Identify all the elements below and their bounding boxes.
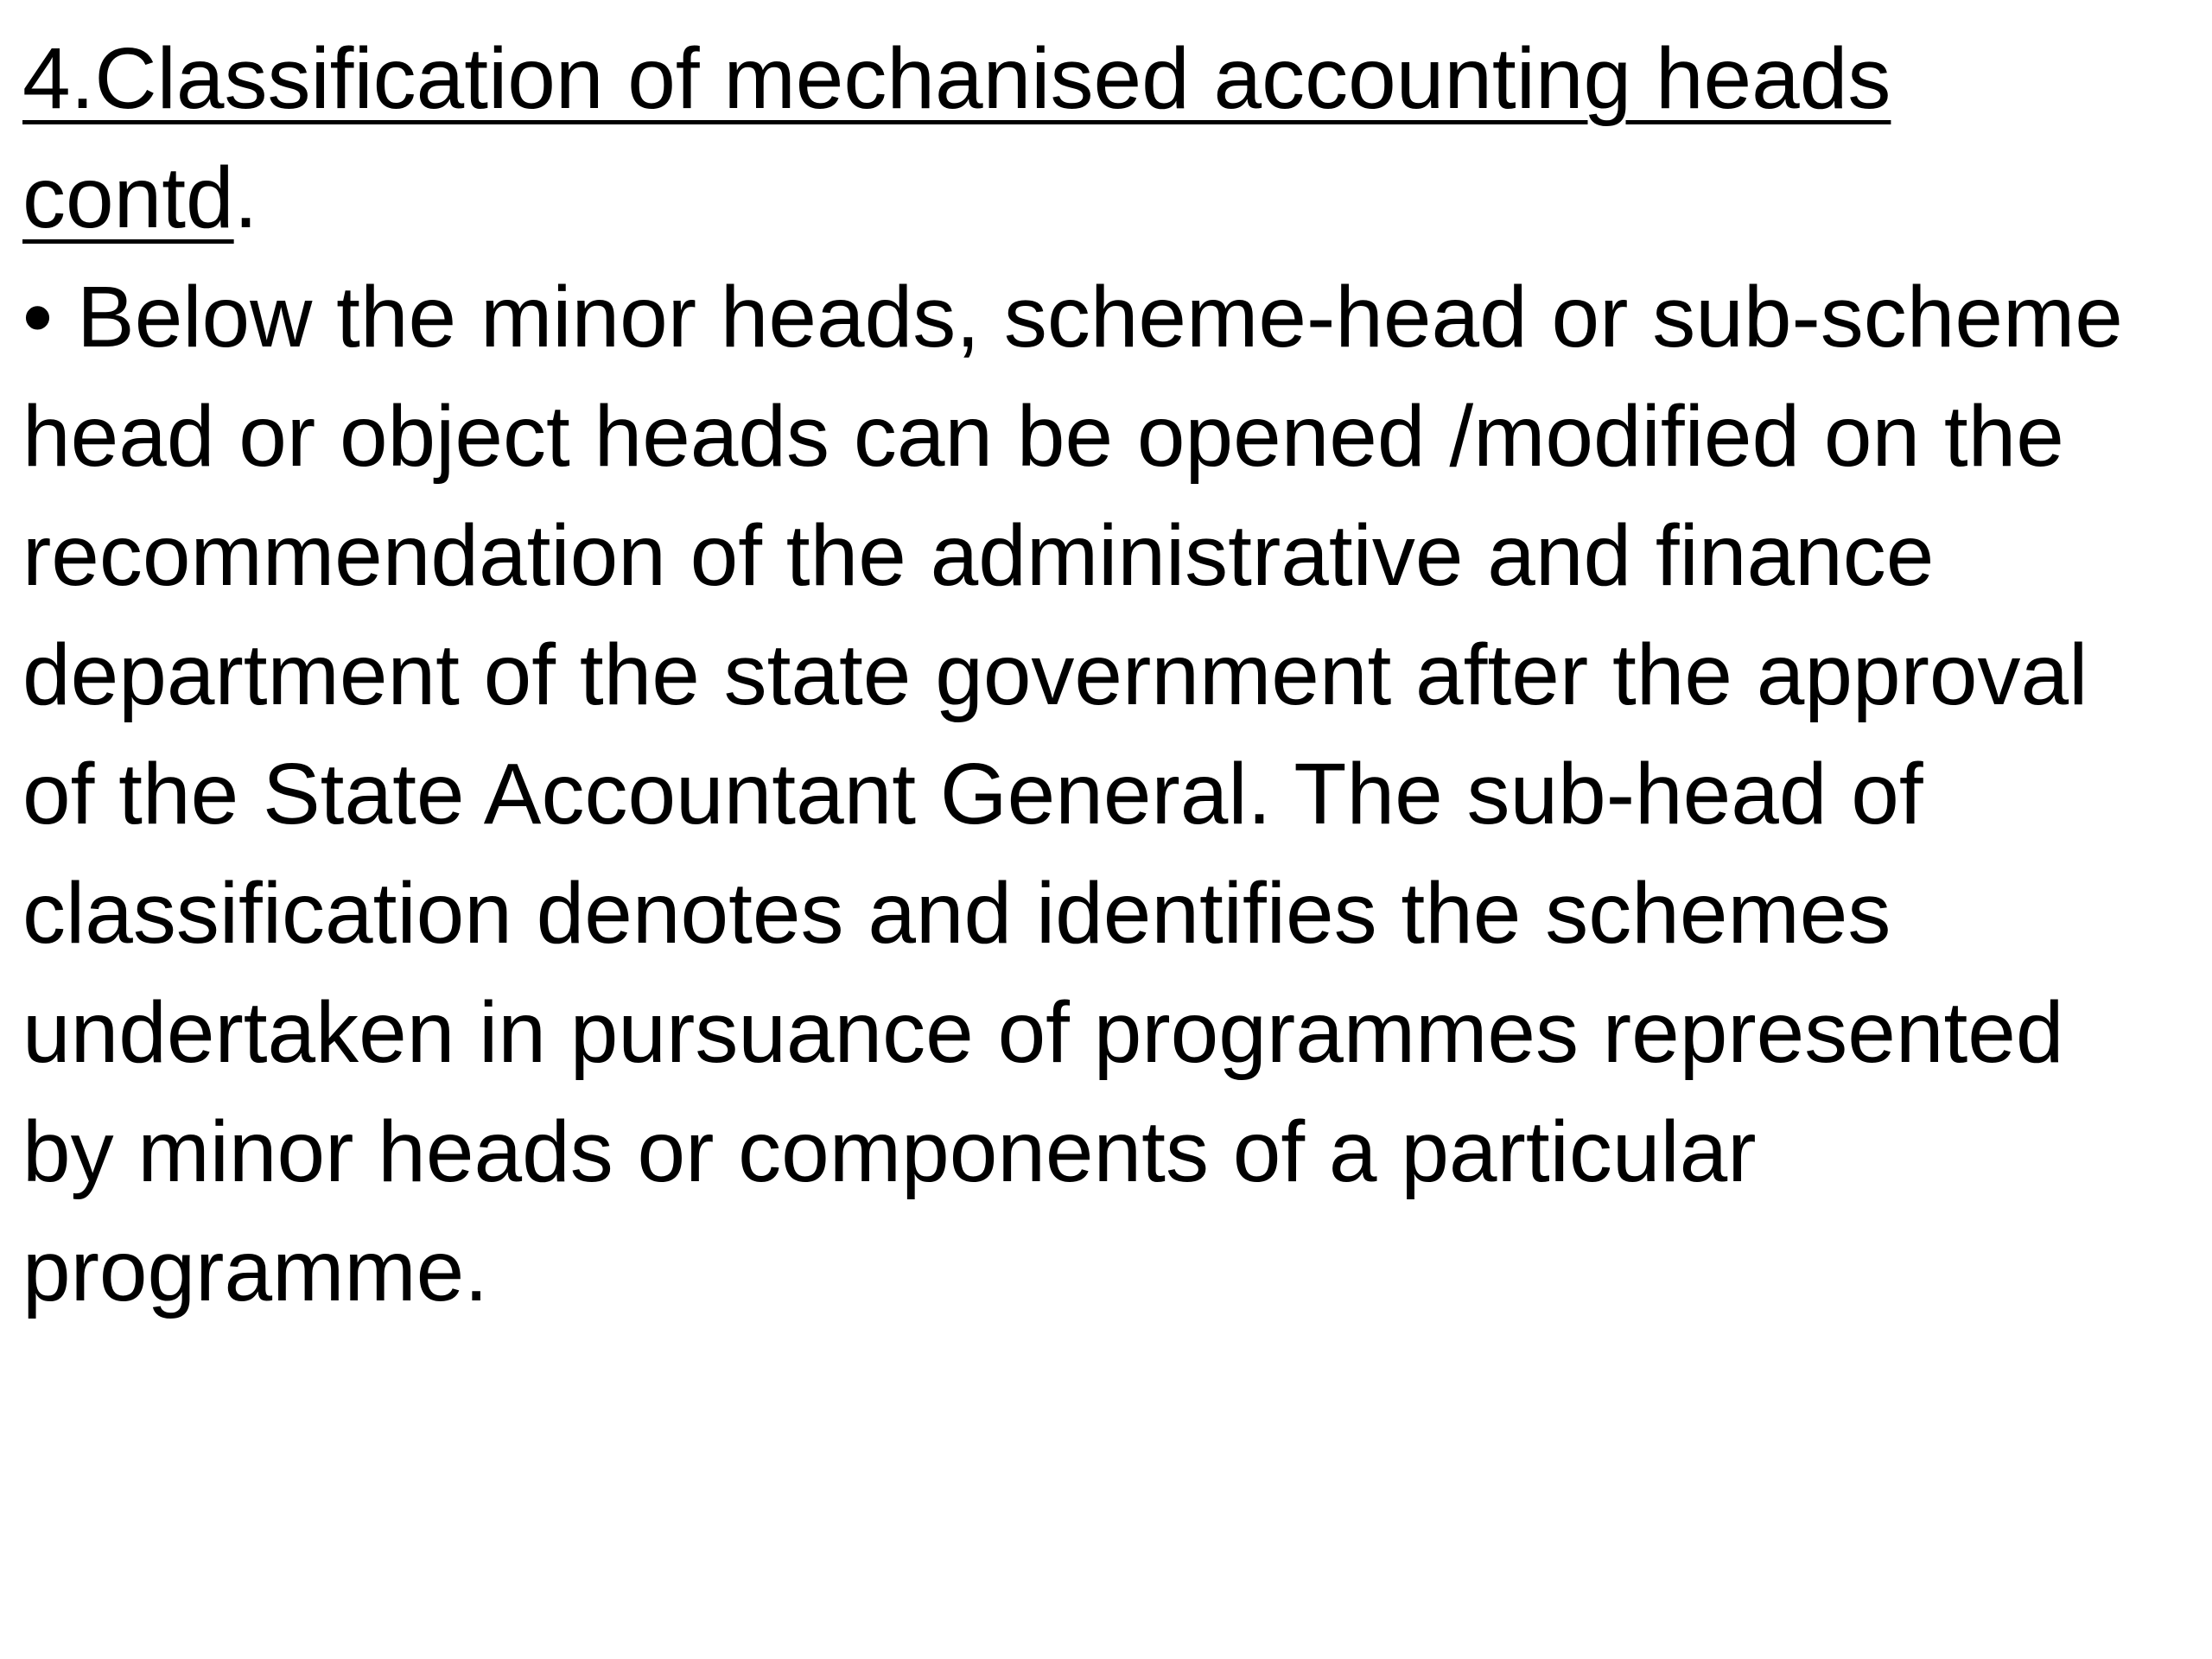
bullet-icon: • — [22, 269, 54, 365]
bullet-text: Below the minor heads, scheme-head or sub-scheme head or object heads can be opened /modified on the recommendation of the administrative and finance department of the state government after the approval of the State Accountant General. The sub-head of classification denotes and identifies the schemes undertaken in pursuance of programmes represented by minor heads or components of a particular programme. — [22, 269, 2123, 1319]
bullet-item — [22, 257, 2131, 1331]
slide-title — [22, 19, 2044, 257]
slide-title-suffix: . — [233, 149, 258, 246]
slide-title-underlined: 4.Classification of mechanised accounting heads contd — [22, 30, 1891, 246]
slide-content — [22, 19, 2183, 1331]
